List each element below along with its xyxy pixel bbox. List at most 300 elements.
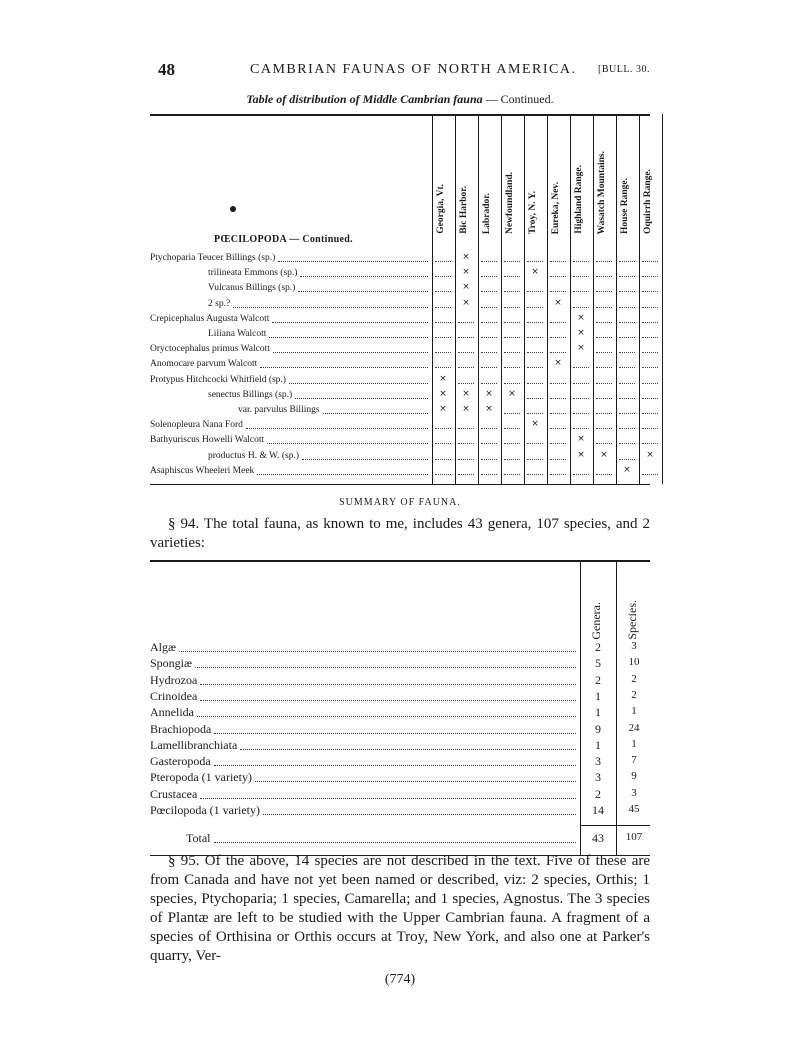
distribution-cell — [524, 328, 546, 343]
distribution-cell — [524, 313, 546, 328]
absence-dash — [596, 291, 612, 292]
distribution-cell — [455, 282, 477, 297]
distribution-cell — [593, 465, 615, 480]
distribution-cell — [593, 404, 615, 419]
distribution-cell — [570, 389, 592, 404]
absence-dash — [596, 276, 612, 277]
distribution-cell — [616, 343, 638, 358]
leader-dots — [269, 337, 428, 338]
absence-dash — [435, 261, 451, 262]
absence-dash — [550, 413, 566, 414]
table-row — [150, 404, 650, 419]
table-title-suffix: — Continued. — [485, 92, 554, 106]
absence-dash — [619, 398, 635, 399]
presence-mark: × — [439, 404, 447, 414]
absence-dash — [435, 276, 451, 277]
summary-row — [150, 787, 650, 804]
absence-dash — [458, 428, 474, 429]
distribution-cell — [455, 404, 477, 419]
absence-dash — [527, 398, 543, 399]
distribution-cell — [639, 465, 661, 480]
presence-mark: × — [485, 404, 493, 414]
distribution-cell — [593, 252, 615, 267]
absence-dash — [619, 367, 635, 368]
column-header: Eureka, Nev. — [551, 181, 561, 234]
distribution-cell — [455, 434, 477, 449]
group-name: Spongiæ — [150, 656, 193, 671]
genera-count: 3 — [595, 754, 601, 769]
distribution-cell — [593, 389, 615, 404]
summary-row — [150, 689, 650, 706]
distribution-cell — [639, 374, 661, 389]
absence-dash — [435, 459, 451, 460]
distribution-cell — [593, 282, 615, 297]
distribution-cell — [547, 358, 569, 373]
distribution-cell — [524, 343, 546, 358]
leader-dots — [267, 443, 428, 444]
column-header: House Range. — [620, 178, 630, 234]
genera-count: 1 — [595, 737, 601, 752]
absence-dash — [527, 474, 543, 475]
presence-mark: × — [485, 388, 493, 399]
species-name: Solenopleura Nana Ford — [150, 420, 243, 431]
distribution-cell — [455, 328, 477, 343]
column-header: Bic Harbor. — [459, 186, 469, 234]
distribution-cell — [616, 252, 638, 267]
group-name: Pteropoda (1 variety) — [150, 770, 252, 785]
absence-dash — [550, 352, 566, 353]
distribution-cell — [524, 282, 546, 297]
distribution-cell — [432, 328, 454, 343]
species-count: 24 — [628, 721, 640, 734]
absence-dash — [550, 337, 566, 338]
genera-count: 43 — [592, 831, 604, 846]
distribution-cell — [616, 328, 638, 343]
distribution-cell — [639, 419, 661, 434]
presence-mark: × — [646, 449, 654, 460]
distribution-cell — [501, 313, 523, 328]
genera-count: 3 — [595, 770, 601, 785]
column-header: Oquirrh Range. — [643, 169, 653, 234]
distribution-cell — [455, 465, 477, 480]
leader-dots — [233, 307, 428, 308]
species-name: Anomocare parvum Walcott — [150, 359, 258, 370]
table-row — [150, 343, 650, 358]
presence-mark: × — [577, 328, 585, 338]
absence-dash — [527, 337, 543, 338]
distribution-cell — [478, 267, 500, 282]
absence-dash — [504, 307, 520, 308]
absence-dash — [573, 307, 589, 308]
summary-row — [150, 705, 650, 722]
summary-row — [150, 722, 650, 739]
presence-mark: × — [577, 449, 585, 460]
distribution-cell — [547, 328, 569, 343]
distribution-cell — [616, 374, 638, 389]
distribution-cell — [501, 419, 523, 434]
leader-dots — [263, 814, 576, 815]
leader-dots — [255, 781, 576, 782]
leader-dots — [246, 428, 428, 429]
presence-mark: × — [462, 282, 470, 293]
presence-mark: × — [462, 252, 470, 262]
distribution-cell — [524, 252, 546, 267]
absence-dash — [504, 428, 520, 429]
distribution-cell — [616, 404, 638, 419]
distribution-cell — [432, 404, 454, 419]
distribution-table — [150, 114, 654, 486]
distribution-cell — [639, 282, 661, 297]
absence-dash — [458, 459, 474, 460]
summary-title: SUMMARY OF FAUNA. — [339, 497, 461, 508]
absence-dash — [596, 261, 612, 262]
distribution-cell — [524, 434, 546, 449]
absence-dash — [481, 352, 497, 353]
distribution-cell — [478, 282, 500, 297]
absence-dash — [458, 474, 474, 475]
summary-total-rule — [580, 825, 650, 826]
absence-dash — [596, 413, 612, 414]
species-count: 2 — [631, 688, 637, 701]
presence-mark: × — [531, 419, 539, 430]
distribution-cell — [570, 267, 592, 282]
presence-mark: × — [439, 373, 447, 384]
distribution-cell — [524, 298, 546, 313]
distribution-cell — [501, 328, 523, 343]
species-name: var. parvulus Billings — [238, 405, 320, 415]
distribution-cell — [593, 298, 615, 313]
species-count: 3 — [631, 640, 637, 652]
absence-dash — [642, 413, 658, 414]
distribution-cell — [593, 374, 615, 389]
table-title-italic: Table of distribution of Middle Cambrian fauna — [246, 92, 483, 106]
col-header-species: Species. — [625, 600, 639, 640]
absence-dash — [550, 428, 566, 429]
distribution-cell — [593, 358, 615, 373]
distribution-cell — [455, 358, 477, 373]
absence-dash — [642, 291, 658, 292]
distribution-cell — [616, 419, 638, 434]
leader-dots — [289, 383, 428, 384]
absence-dash — [504, 413, 520, 414]
distribution-cell — [616, 434, 638, 449]
absence-dash — [458, 337, 474, 338]
distribution-cell — [432, 434, 454, 449]
group-name: Brachiopoda — [150, 721, 212, 736]
distribution-cell — [455, 389, 477, 404]
distribution-cell — [616, 450, 638, 465]
col-header-genera: Genera. — [589, 602, 603, 640]
distribution-cell — [478, 358, 500, 373]
distribution-cell — [455, 298, 477, 313]
table-row — [150, 282, 650, 297]
table-row — [150, 389, 650, 404]
distribution-cell — [639, 298, 661, 313]
summary-row — [150, 656, 650, 673]
presence-mark: × — [531, 267, 539, 278]
column-header: Labrador. — [482, 192, 492, 234]
absence-dash — [481, 383, 497, 384]
distribution-cell — [432, 313, 454, 328]
distribution-cell — [570, 343, 592, 358]
absence-dash — [527, 352, 543, 353]
species-name: senectus Billings (sp.) — [208, 389, 293, 400]
distribution-cell — [547, 252, 569, 267]
absence-dash — [481, 307, 497, 308]
table-row — [150, 267, 650, 282]
distribution-cell — [432, 267, 454, 282]
presence-mark: × — [577, 434, 585, 445]
summary-row — [150, 640, 650, 657]
bulletin-reference: [BULL. 30. — [598, 64, 650, 75]
bullet-mark — [230, 206, 236, 212]
absence-dash — [619, 322, 635, 323]
species-count: 7 — [631, 754, 637, 767]
absence-dash — [573, 291, 589, 292]
distribution-cell — [593, 343, 615, 358]
distribution-cell — [616, 282, 638, 297]
absence-dash — [435, 428, 451, 429]
absence-dash — [642, 383, 658, 384]
distribution-cell — [501, 404, 523, 419]
distribution-cell — [616, 298, 638, 313]
absence-dash — [550, 261, 566, 262]
group-name: Algæ — [150, 640, 177, 654]
group-name: Lamellibranchiata — [150, 737, 238, 752]
absence-dash — [642, 443, 658, 444]
absence-dash — [596, 352, 612, 353]
absence-dash — [596, 367, 612, 368]
absence-dash — [642, 307, 658, 308]
absence-dash — [458, 443, 474, 444]
distribution-cell — [524, 404, 546, 419]
distribution-cell — [501, 358, 523, 373]
distribution-cell — [432, 298, 454, 313]
distribution-cell — [593, 434, 615, 449]
group-name: Total — [186, 831, 211, 846]
distribution-cell — [593, 419, 615, 434]
absence-dash — [573, 428, 589, 429]
distribution-cell — [524, 419, 546, 434]
leader-dots — [197, 716, 576, 717]
column-header: Wasatch Mountains. — [597, 150, 607, 234]
distribution-cell — [593, 313, 615, 328]
species-count: 1 — [631, 737, 637, 750]
distribution-cell — [478, 374, 500, 389]
species-name: Bathyuriscus Howelli Walcott — [150, 435, 265, 446]
distribution-cell — [593, 450, 615, 465]
distribution-cell — [570, 313, 592, 328]
summary-table — [150, 560, 650, 850]
closing-paragraph — [150, 852, 650, 966]
distribution-cell — [593, 267, 615, 282]
genera-count: 1 — [595, 705, 601, 720]
distribution-cell — [501, 450, 523, 465]
absence-dash — [435, 367, 451, 368]
distribution-cell — [616, 465, 638, 480]
absence-dash — [596, 337, 612, 338]
closing-paragraph-text: § 95. Of the above, 14 species are not described in the text. Five of these are from Canada and have not yet been named or described, viz: 2 species, Orthis; 1 species, Ptychoparia; 1 species, Camarella; and 1 species, Agnostus. The 3 species of Plantæ are left to be studied with the Upper Cambrian fauna. A fragment of a species of Orthisina or Orthis occurs at Troy, New York, and also one at Parker's quarry, Ver- — [150, 853, 650, 964]
absence-dash — [504, 383, 520, 384]
leader-dots — [200, 798, 576, 799]
summary-row — [150, 803, 650, 820]
presence-mark: × — [600, 449, 608, 460]
summary-row — [150, 673, 650, 690]
distribution-cell — [524, 389, 546, 404]
distribution-cell — [570, 404, 592, 419]
leader-dots — [257, 474, 428, 475]
leader-dots — [260, 367, 428, 368]
leader-dots — [200, 700, 576, 701]
column-header: Georgia, Vt. — [436, 184, 446, 234]
distribution-cell — [455, 374, 477, 389]
footer-page-number: (774) — [384, 972, 416, 987]
genera-count: 2 — [595, 672, 601, 687]
leader-dots — [300, 276, 428, 277]
distribution-cell — [570, 419, 592, 434]
leader-dots — [214, 733, 576, 734]
species-name: Crepicephalus Augusta Walcott — [150, 313, 270, 324]
distribution-cell — [455, 313, 477, 328]
species-name: 2 sp.? — [208, 298, 231, 309]
absence-dash — [527, 322, 543, 323]
absence-dash — [527, 367, 543, 368]
distribution-cell — [478, 298, 500, 313]
absence-dash — [458, 367, 474, 368]
presence-mark: × — [554, 358, 562, 369]
absence-dash — [527, 459, 543, 460]
absence-dash — [550, 322, 566, 323]
distribution-cell — [570, 252, 592, 267]
presence-mark: × — [577, 343, 585, 354]
group-name: Hydrozoa — [150, 672, 198, 687]
column-header: Troy, N. Y. — [528, 190, 538, 234]
absence-dash — [573, 474, 589, 475]
distribution-cell — [639, 252, 661, 267]
absence-dash — [435, 474, 451, 475]
distribution-cell — [639, 328, 661, 343]
leader-dots — [179, 651, 576, 652]
genera-count: 1 — [595, 688, 601, 703]
table-row — [150, 358, 650, 373]
absence-dash — [619, 459, 635, 460]
absence-dash — [550, 474, 566, 475]
absence-dash — [550, 398, 566, 399]
absence-dash — [573, 261, 589, 262]
distribution-cell — [547, 465, 569, 480]
absence-dash — [527, 443, 543, 444]
table-top-rule — [150, 114, 650, 116]
absence-dash — [504, 367, 520, 368]
table-row — [150, 465, 650, 480]
leader-dots — [214, 765, 576, 766]
absence-dash — [481, 322, 497, 323]
distribution-cell — [616, 389, 638, 404]
absence-dash — [504, 352, 520, 353]
distribution-cell — [547, 389, 569, 404]
absence-dash — [619, 291, 635, 292]
distribution-cell — [501, 465, 523, 480]
absence-dash — [596, 443, 612, 444]
distribution-cell — [455, 267, 477, 282]
distribution-cell — [547, 298, 569, 313]
species-count: 10 — [628, 656, 640, 669]
absence-dash — [642, 337, 658, 338]
table-row — [150, 328, 650, 343]
distribution-cell — [639, 313, 661, 328]
absence-dash — [481, 459, 497, 460]
leader-dots — [295, 398, 428, 399]
absence-dash — [435, 322, 451, 323]
absence-dash — [596, 428, 612, 429]
summary-top-rule — [150, 560, 650, 562]
absence-dash — [435, 291, 451, 292]
absence-dash — [642, 352, 658, 353]
distribution-cell — [570, 358, 592, 373]
absence-dash — [573, 276, 589, 277]
distribution-cell — [570, 298, 592, 313]
distribution-cell — [524, 465, 546, 480]
distribution-cell — [501, 298, 523, 313]
table-row — [150, 298, 650, 313]
genera-count: 2 — [595, 786, 601, 801]
absence-dash — [481, 367, 497, 368]
species-name: Protypus Hitchcocki Whitfield (sp.) — [150, 374, 286, 385]
distribution-cell — [478, 343, 500, 358]
summary-total-row — [150, 831, 650, 848]
distribution-cell — [547, 343, 569, 358]
distribution-cell — [432, 419, 454, 434]
leader-dots — [240, 749, 576, 750]
distribution-cell — [455, 343, 477, 358]
distribution-cell — [639, 267, 661, 282]
distribution-cell — [547, 450, 569, 465]
absence-dash — [458, 322, 474, 323]
distribution-cell — [616, 313, 638, 328]
absence-dash — [481, 291, 497, 292]
distribution-cell — [432, 252, 454, 267]
distribution-cell — [524, 358, 546, 373]
distribution-cell — [639, 389, 661, 404]
distribution-cell — [524, 450, 546, 465]
distribution-cell — [432, 343, 454, 358]
leader-dots — [323, 413, 428, 414]
absence-dash — [550, 459, 566, 460]
distribution-cell — [432, 465, 454, 480]
presence-mark: × — [462, 267, 470, 278]
absence-dash — [619, 383, 635, 384]
species-count: 2 — [631, 672, 637, 685]
distribution-cell — [570, 374, 592, 389]
distribution-cell — [616, 358, 638, 373]
absence-dash — [481, 443, 497, 444]
absence-dash — [596, 322, 612, 323]
table-row — [150, 419, 650, 434]
distribution-cell — [570, 328, 592, 343]
running-title: CAMBRIAN FAUNAS OF NORTH AMERICA. — [250, 62, 577, 77]
summary-row — [150, 738, 650, 755]
distribution-cell — [478, 465, 500, 480]
distribution-cell — [478, 404, 500, 419]
species-name: Ptychoparia Teucer Billings (sp.) — [150, 253, 276, 263]
absence-dash — [504, 474, 520, 475]
absence-dash — [527, 291, 543, 292]
group-name: Gasteropoda — [150, 754, 211, 769]
group-name: Crinoidea — [150, 688, 198, 703]
distribution-cell — [639, 358, 661, 373]
absence-dash — [642, 322, 658, 323]
species-count: 1 — [631, 705, 637, 718]
